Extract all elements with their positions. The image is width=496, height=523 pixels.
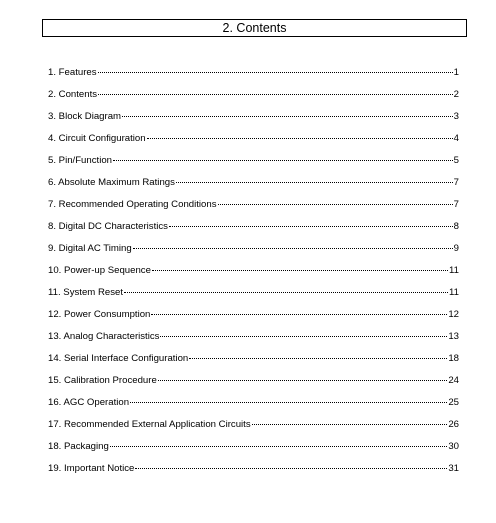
dot-leader xyxy=(110,445,448,447)
toc-entry-label: 17. Recommended External Application Circuits xyxy=(48,419,251,430)
toc-entry[interactable] xyxy=(48,308,459,330)
toc-entry-page-number: 12 xyxy=(448,309,459,320)
toc-entry-page-number: 18 xyxy=(448,353,459,364)
toc-entry-label: 4. Circuit Configuration xyxy=(48,133,146,144)
toc-entry[interactable] xyxy=(48,440,459,462)
toc-entry-page-number: 4 xyxy=(453,133,459,144)
toc-entry[interactable] xyxy=(48,330,459,352)
toc-entry[interactable] xyxy=(48,462,459,484)
dot-leader xyxy=(151,313,447,315)
toc-entry-label: 1. Features xyxy=(48,67,97,78)
toc-entry[interactable] xyxy=(48,220,459,242)
toc-entry-page-number: 7 xyxy=(453,177,459,188)
toc-entry[interactable] xyxy=(48,132,459,154)
toc-entry-page-number: 31 xyxy=(448,463,459,474)
toc-entry-label: 5. Pin/Function xyxy=(48,155,112,166)
dot-leader xyxy=(124,291,448,293)
toc-entry-page-number: 3 xyxy=(453,111,459,122)
toc-entry-page-number: 8 xyxy=(453,221,459,232)
toc-entry-label: 11. System Reset xyxy=(48,287,124,298)
toc-entry-page-number: 26 xyxy=(448,419,459,430)
dot-leader xyxy=(176,181,453,183)
toc-entry-label: 3. Block Diagram xyxy=(48,111,122,122)
toc-entry-page-number: 30 xyxy=(448,441,459,452)
toc-entry-label: 9. Digital AC Timing xyxy=(48,243,132,254)
toc-entry-label: 2. Contents xyxy=(48,89,98,100)
toc-entry[interactable] xyxy=(48,66,459,88)
section-title-text: 2. Contents xyxy=(222,21,287,35)
toc-entry-page-number: 13 xyxy=(448,331,459,342)
toc-entry[interactable] xyxy=(48,154,459,176)
toc-entry-label: 14. Serial Interface Configuration xyxy=(48,353,189,364)
toc-entry[interactable] xyxy=(48,396,459,418)
toc-entry[interactable] xyxy=(48,352,459,374)
dot-leader xyxy=(147,137,453,139)
toc-entry-page-number: 24 xyxy=(448,375,459,386)
toc-entry-label: 12. Power Consumption xyxy=(48,309,151,320)
toc-entry-label: 16. AGC Operation xyxy=(48,397,130,408)
dot-leader xyxy=(158,379,448,381)
dot-leader xyxy=(122,115,453,117)
toc-entry-label: 8. Digital DC Characteristics xyxy=(48,221,168,232)
dot-leader xyxy=(98,93,453,95)
section-title xyxy=(42,19,467,37)
dot-leader xyxy=(189,357,447,359)
toc-entry[interactable] xyxy=(48,418,459,440)
dot-leader xyxy=(252,423,448,425)
dot-leader xyxy=(113,159,453,161)
toc-entry[interactable] xyxy=(48,374,459,396)
toc-entry-page-number: 11 xyxy=(449,265,459,276)
toc-entry-page-number: 9 xyxy=(453,243,459,254)
toc-entry-label: 19. Important Notice xyxy=(48,463,135,474)
toc-entry-page-number: 7 xyxy=(453,199,459,210)
toc-entry-page-number: 1 xyxy=(453,67,459,78)
toc-entry-label: 6. Absolute Maximum Ratings xyxy=(48,177,175,188)
toc-entry[interactable] xyxy=(48,88,459,110)
toc-entry[interactable] xyxy=(48,242,459,264)
dot-leader xyxy=(98,71,453,73)
dot-leader xyxy=(152,269,448,271)
toc-entry[interactable] xyxy=(48,110,459,132)
toc-entry[interactable] xyxy=(48,176,459,198)
toc-entry[interactable] xyxy=(48,264,459,286)
toc-entry-label: 13. Analog Characteristics xyxy=(48,331,160,342)
dot-leader xyxy=(130,401,447,403)
dot-leader xyxy=(218,203,453,205)
toc-entry[interactable] xyxy=(48,198,459,220)
toc-entry-label: 7. Recommended Operating Conditions xyxy=(48,199,217,210)
toc-entry-label: 15. Calibration Procedure xyxy=(48,375,157,386)
toc-entry-page-number: 5 xyxy=(453,155,459,166)
dot-leader xyxy=(133,247,453,249)
toc-entry-label: 10. Power-up Sequence xyxy=(48,265,151,276)
dot-leader xyxy=(135,467,447,469)
toc-entry-page-number: 11 xyxy=(449,287,459,298)
dot-leader xyxy=(169,225,453,227)
table-of-contents xyxy=(48,66,459,484)
dot-leader xyxy=(160,335,447,337)
toc-entry-page-number: 25 xyxy=(448,397,459,408)
toc-entry[interactable] xyxy=(48,286,459,308)
toc-entry-page-number: 2 xyxy=(453,89,459,100)
toc-entry-label: 18. Packaging xyxy=(48,441,109,452)
